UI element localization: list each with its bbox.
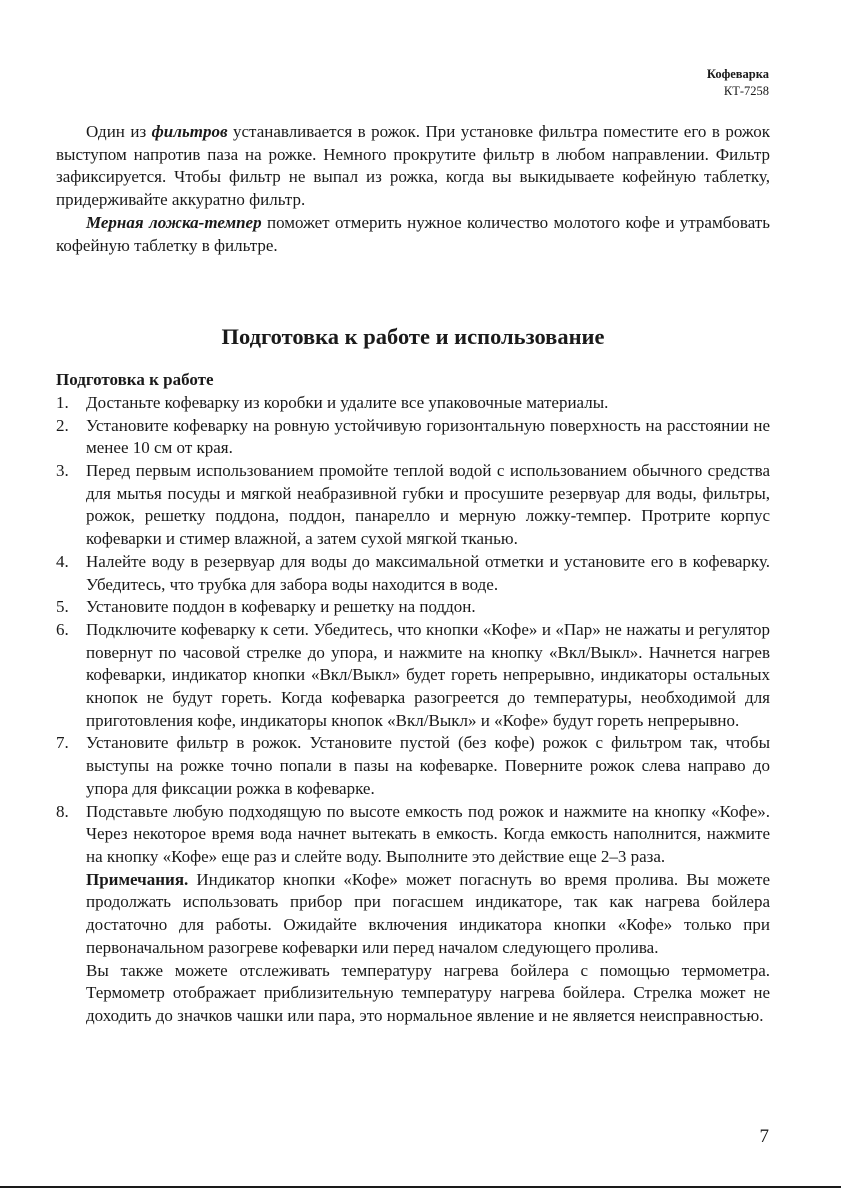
list-item <box>56 801 770 1028</box>
intro-text-after: устанавливается в рожок. При установке фильтра поместите его в рожок выступом напротив паза на рожке. Немного прокрутите фильтр в любом направлении. Фильтр зафиксируется. Чтобы фильтр не выпал из рожка, когда вы выкидываете кофейную таблетку, придерживайте аккуратно фильтр. <box>56 122 770 210</box>
page-content <box>56 121 770 1028</box>
step-text: Перед первым использованием промойте теплой водой с использованием обычного средства для мытья посуды и мягкой неабразивной губки и просушите резервуар для воды, фильтры, рожок, решетку поддона, поддон, панарелло и мерную ложку-темпер. Протрите корпус кофеварки и стимер влажной, а затем сухой мягкой тканью. <box>86 461 770 549</box>
tamper-term: Мерная ложка-темпер <box>86 212 262 232</box>
step-text: Налейте воду в резервуар для воды до максимальной отметки и установите его в кофеварку. Убедитесь, что трубка для забора воды находится в воде. <box>86 551 770 594</box>
step-number: 6. <box>56 619 69 639</box>
page-number: 7 <box>759 1126 769 1147</box>
step-number: 5. <box>56 597 69 617</box>
note-label: Примечания. <box>86 869 189 889</box>
bottom-divider <box>0 1186 841 1188</box>
product-title: Кофеварка <box>706 67 769 81</box>
step-number: 2. <box>56 415 69 435</box>
list-item <box>56 392 770 415</box>
product-model: КТ-7258 <box>723 84 769 98</box>
step-text: Установите фильтр в рожок. Установите пустой (без кофе) рожок с фильтром так, чтобы выступы на рожке точно попали в пазы на кофеварке. Поверните рожок слева направо до упора для фиксации рожка в кофеварке. <box>86 733 770 798</box>
step-text: Установите поддон в кофеварку и решетку на поддон. <box>86 597 476 617</box>
section-heading: Подготовка к работе и использование <box>221 324 605 350</box>
step-number: 7. <box>56 733 69 753</box>
steps-list <box>56 392 770 1028</box>
step-text: Установите кофеварку на ровную устойчивую горизонтальную поверхность на расстоянии не менее 10 см от края. <box>86 415 770 458</box>
thermometer-note-paragraph: Вы также можете отслеживать температуру нагрева бойлера с помощью термометра. Термометр отображает приблизительную температуру нагрева бойлера. Стрелка может не доходить до значков чашки или пара, это нормальное явление и не является неисправностью. <box>86 960 770 1025</box>
step-number: 8. <box>56 801 69 821</box>
tamper-text: поможет отмерить нужное количество молотого кофе и утрамбовать кофейную таблетку в фильтре. <box>56 212 770 255</box>
subheading: Подготовка к работе <box>56 370 214 390</box>
step-text: Подключите кофеварку к сети. Убедитесь, что кнопки «Кофе» и «Пар» не нажаты и регулятор повернут по часовой стрелке до упора, и нажмите на кнопку «Вкл/Выкл». Начнется нагрев кофеварки, индикатор кнопки «Вкл/Выкл» будет гореть непрерывно, индикаторы остальных кнопок не будут гореть. Когда кофеварка разогреется до температуры, необходимой для приготовления кофе, индикаторы кнопок «Вкл/Выкл» и «Кофе» будут гореть непрерывно. <box>86 619 770 730</box>
list-item <box>56 596 770 619</box>
intro-paragraph-filters <box>56 121 770 212</box>
step-text: Достаньте кофеварку из коробки и удалите все упаковочные материалы. <box>86 392 609 412</box>
list-item <box>56 551 770 596</box>
list-item <box>56 619 770 733</box>
step-number: 3. <box>56 461 69 481</box>
intro-paragraph-tamper <box>56 212 770 257</box>
list-item <box>56 415 770 460</box>
intro-text-before: Один из <box>86 122 152 141</box>
note-paragraph <box>86 869 770 960</box>
filters-term: фильтров <box>151 122 228 141</box>
step-text: Подставьте любую подходящую по высоте емкость под рожок и нажмите на кнопку «Кофе». Через некоторое время вода начнет вытекать в емкость. Когда емкость наполнится, нажмите на кнопку «Кофе» еще раз и слейте воду. Выполните это действие еще 2–3 раза. <box>86 801 770 866</box>
note-text: Индикатор кнопки «Кофе» может погаснуть во время пролива. Вы можете продолжать использовать прибор при погасшем индикаторе, так как нагрева бойлера достаточно для работы. Ожидайте включения индикатора кнопки «Кофе» только при первоначальном разогреве кофеварки или перед началом следующего пролива. <box>86 869 770 957</box>
running-header <box>707 66 769 100</box>
list-item <box>56 732 770 800</box>
step-number: 4. <box>56 551 69 571</box>
list-item <box>56 460 770 551</box>
step-number: 1. <box>56 392 69 412</box>
